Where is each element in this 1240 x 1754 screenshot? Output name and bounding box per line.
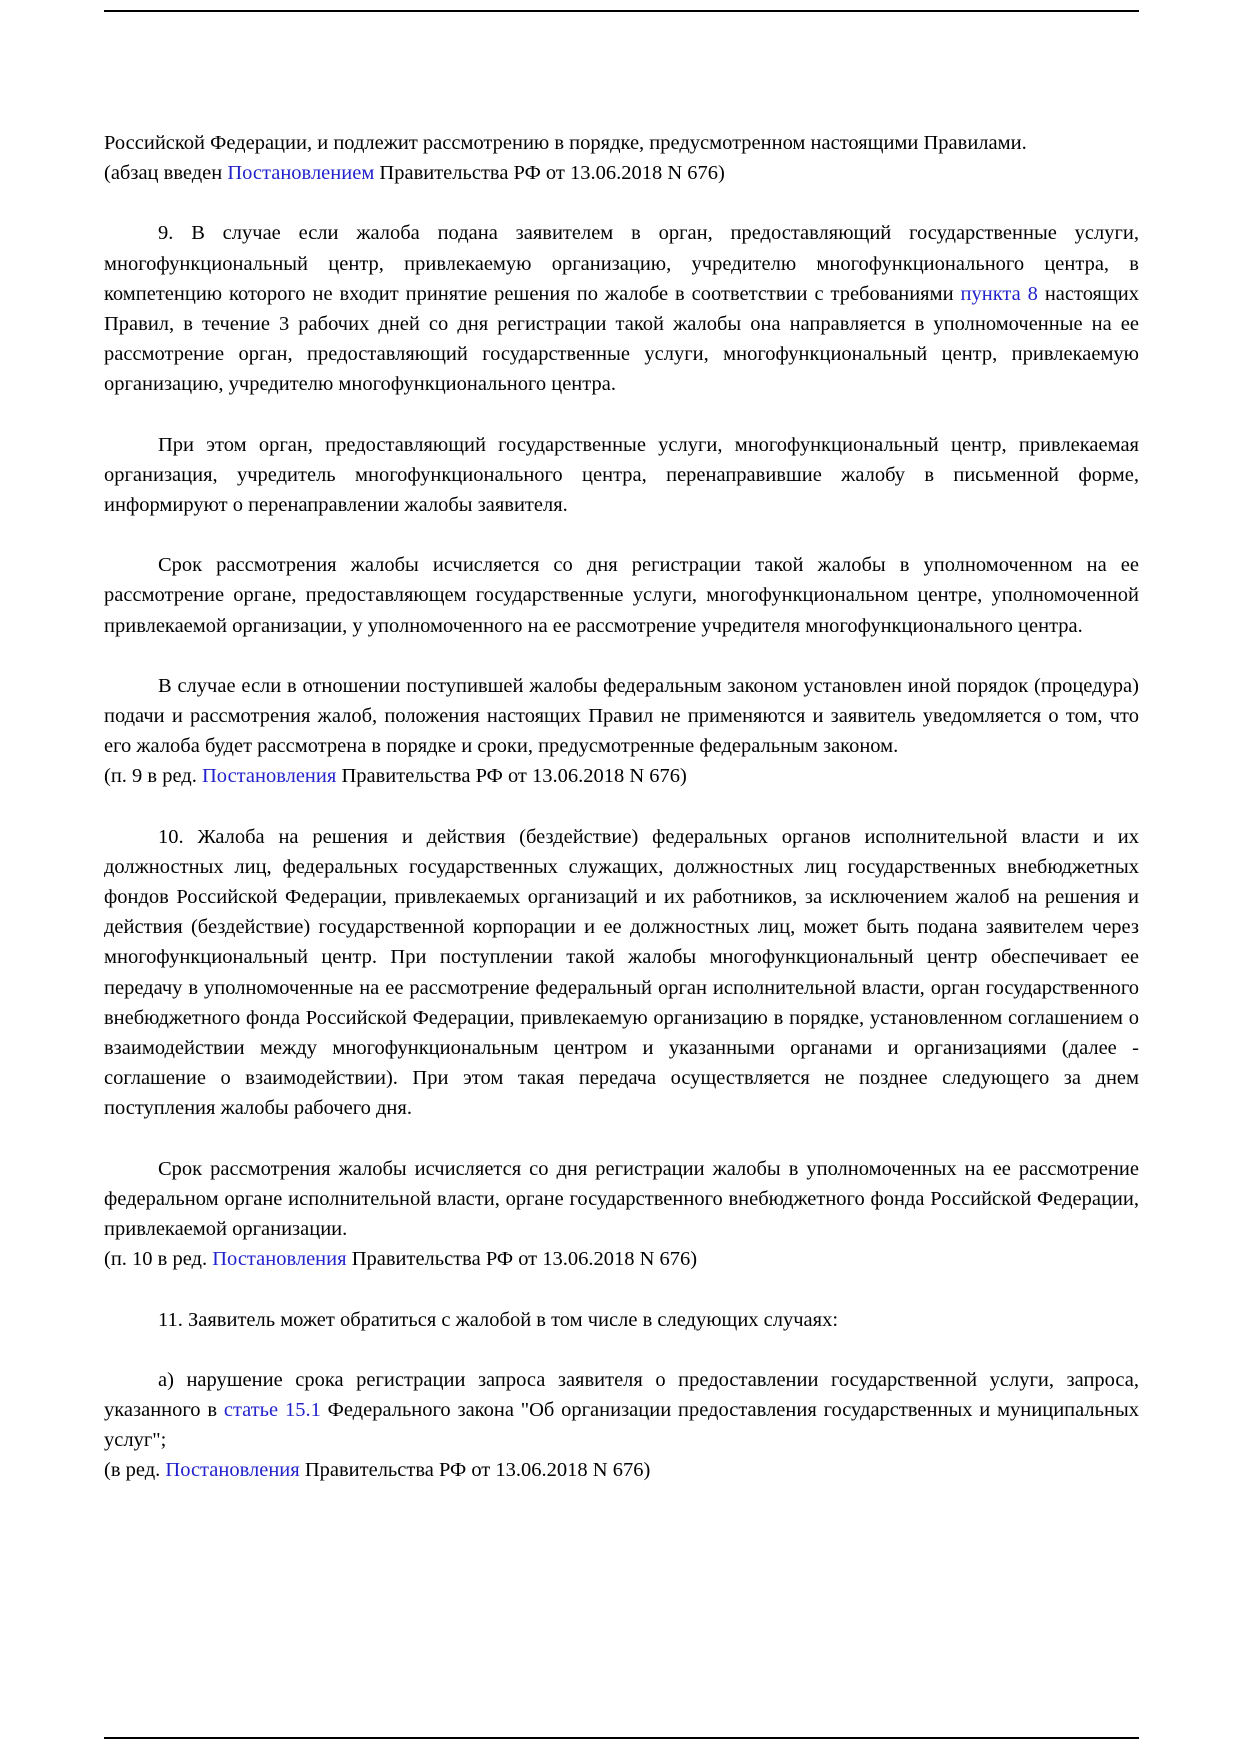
paragraph-spacer <box>104 792 1139 822</box>
paragraph-continuation <box>104 128 1139 158</box>
link-postanovlenie[interactable]: Постановлением <box>227 162 375 185</box>
link-postanovleniya[interactable]: Постановления <box>165 1459 300 1482</box>
note-prefix: (в ред. <box>104 1459 166 1482</box>
clause-9-subparagraph-b <box>104 430 1139 521</box>
note-prefix: (п. 9 в ред. <box>104 765 202 788</box>
paragraph-spacer <box>104 520 1139 550</box>
clause-9-text-part1: 9. В случае если жалоба подана заявителем в орган, предоставляющий государственные услуги, многофункциональный центр, привлекаемую организацию, учредителю многофункционального центра, в компетенцию которого не входит принятие решения по жалобе в соответствии с требованиями <box>104 222 1139 305</box>
amendment-note-abzac <box>104 158 1139 188</box>
link-postanovleniya[interactable]: Постановления <box>202 765 337 788</box>
clause-9c-text: Срок рассмотрения жалобы исчисляется со дня регистрации такой жалобы в уполномоченном на ее рассмотрение органе, предоставляющем государственные услуги, многофункциональном центре, уполномоченной привлекаемой организации, у уполномоченного на ее рассмотрение учредителя многофункционального центра. <box>104 554 1139 637</box>
clause-9-text-part2: настоящих Правил, в течение 3 рабочих дней со дня регистрации такой жалобы она направляется в уполномоченные на ее рассмотрение орган, предоставляющий государственные услуги, многофункциональный центр, привлекаемую организацию, учредителю многофункционального центра. <box>104 282 1139 396</box>
note-prefix: (п. 10 в ред. <box>104 1248 213 1271</box>
note-prefix: (абзац введен <box>104 162 228 185</box>
clause-9-subparagraph-d <box>104 671 1139 762</box>
clause-10 <box>104 822 1139 1124</box>
clause-11a-text-part2: Федерального закона "Об организации предоставления государственных и муниципальных услуг"; <box>104 1398 1140 1452</box>
note-suffix: Правительства РФ от 13.06.2018 N 676) <box>346 1248 698 1271</box>
page-top-rule <box>104 10 1139 12</box>
page-bottom-rule <box>104 1737 1139 1739</box>
link-punkt-8[interactable]: пункта 8 <box>960 282 1038 305</box>
note-suffix: Правительства РФ от 13.06.2018 N 676) <box>299 1459 651 1482</box>
paragraph-spacer <box>104 1275 1139 1305</box>
document-body <box>104 128 1139 1486</box>
clause-10-text: 10. Жалоба на решения и действия (бездействие) федеральных органов исполнительной власти и их должностных лиц, федеральных государственных служащих, должностных лиц государственных внебюджетных фондов Российской Федерации, привлекаемых организаций и их работников, за исключением жалоб на решения и действия (бездействие) государственной корпорации и ее должностных лиц, может быть подана заявителем через многофункциональный центр. При поступлении такой жалобы многофункциональный центр обеспечивает ее передачу в уполномоченные на ее рассмотрение федеральный орган исполнительной власти, орган государственного внебюджетного фонда Российской Федерации, привлекаемую организацию в порядке, установленном соглашением о взаимодействии между многофункциональным центром и указанными органами и организациями (далее - соглашение о взаимодействии). При этом такая передача осуществляется не позднее следующего за днем поступления жалобы рабочего дня. <box>104 825 1139 1120</box>
paragraph-continuation-text: Российской Федерации, и подлежит рассмотрению в порядке, предусмотренном настоящими Правилами. <box>104 132 1027 154</box>
paragraph-spacer <box>104 1335 1139 1365</box>
clause-11-text: 11. Заявитель может обратиться с жалобой в том числе в следующих случаях: <box>158 1308 839 1331</box>
clause-9b-text: При этом орган, предоставляющий государственные услуги, многофункциональный центр, привлекаемая организация, учредитель многофункционального центра, перенаправившие жалобу в письменной форме, информируют о перенаправлении жалобы заявителя. <box>104 433 1139 517</box>
paragraph-spacer <box>104 1124 1139 1154</box>
note-suffix: Правительства РФ от 13.06.2018 N 676) <box>374 162 725 185</box>
clause-10-subparagraph-b <box>104 1154 1139 1245</box>
paragraph-spacer <box>104 188 1139 218</box>
clause-9 <box>104 218 1139 399</box>
link-postanovleniya[interactable]: Постановления <box>212 1248 347 1271</box>
clause-9-subparagraph-c <box>104 550 1139 641</box>
clause-11-item-a <box>104 1365 1139 1456</box>
amendment-note-clause-10 <box>104 1244 1139 1274</box>
clause-11 <box>104 1305 1139 1335</box>
paragraph-spacer <box>104 641 1139 671</box>
clause-9d-text: В случае если в отношении поступившей жалобы федеральным законом установлен иной порядок (процедура) подачи и рассмотрения жалоб, положения настоящих Правил не применяются и заявитель уведомляется о том, что его жалоба будет рассмотрена в порядке и сроки, предусмотренные федеральным законом. <box>104 674 1139 758</box>
clause-10b-text: Срок рассмотрения жалобы исчисляется со дня регистрации жалобы в уполномоченных на ее рассмотрение федеральном органе исполнительной власти, органе государственного внебюджетного фонда Российской Федерации, привлекаемой организации. <box>104 1157 1139 1241</box>
paragraph-spacer <box>104 400 1139 430</box>
amendment-note-clause-9 <box>104 761 1139 791</box>
clause-11a-text-part1: а) нарушение срока регистрации запроса заявителя о предоставлении государственной услуги, запроса, указанного в <box>104 1368 1139 1421</box>
note-suffix: Правительства РФ от 13.06.2018 N 676) <box>336 765 687 788</box>
amendment-note-clause-11a <box>104 1455 1139 1485</box>
link-statya-15-1[interactable]: статье 15.1 <box>223 1398 321 1421</box>
